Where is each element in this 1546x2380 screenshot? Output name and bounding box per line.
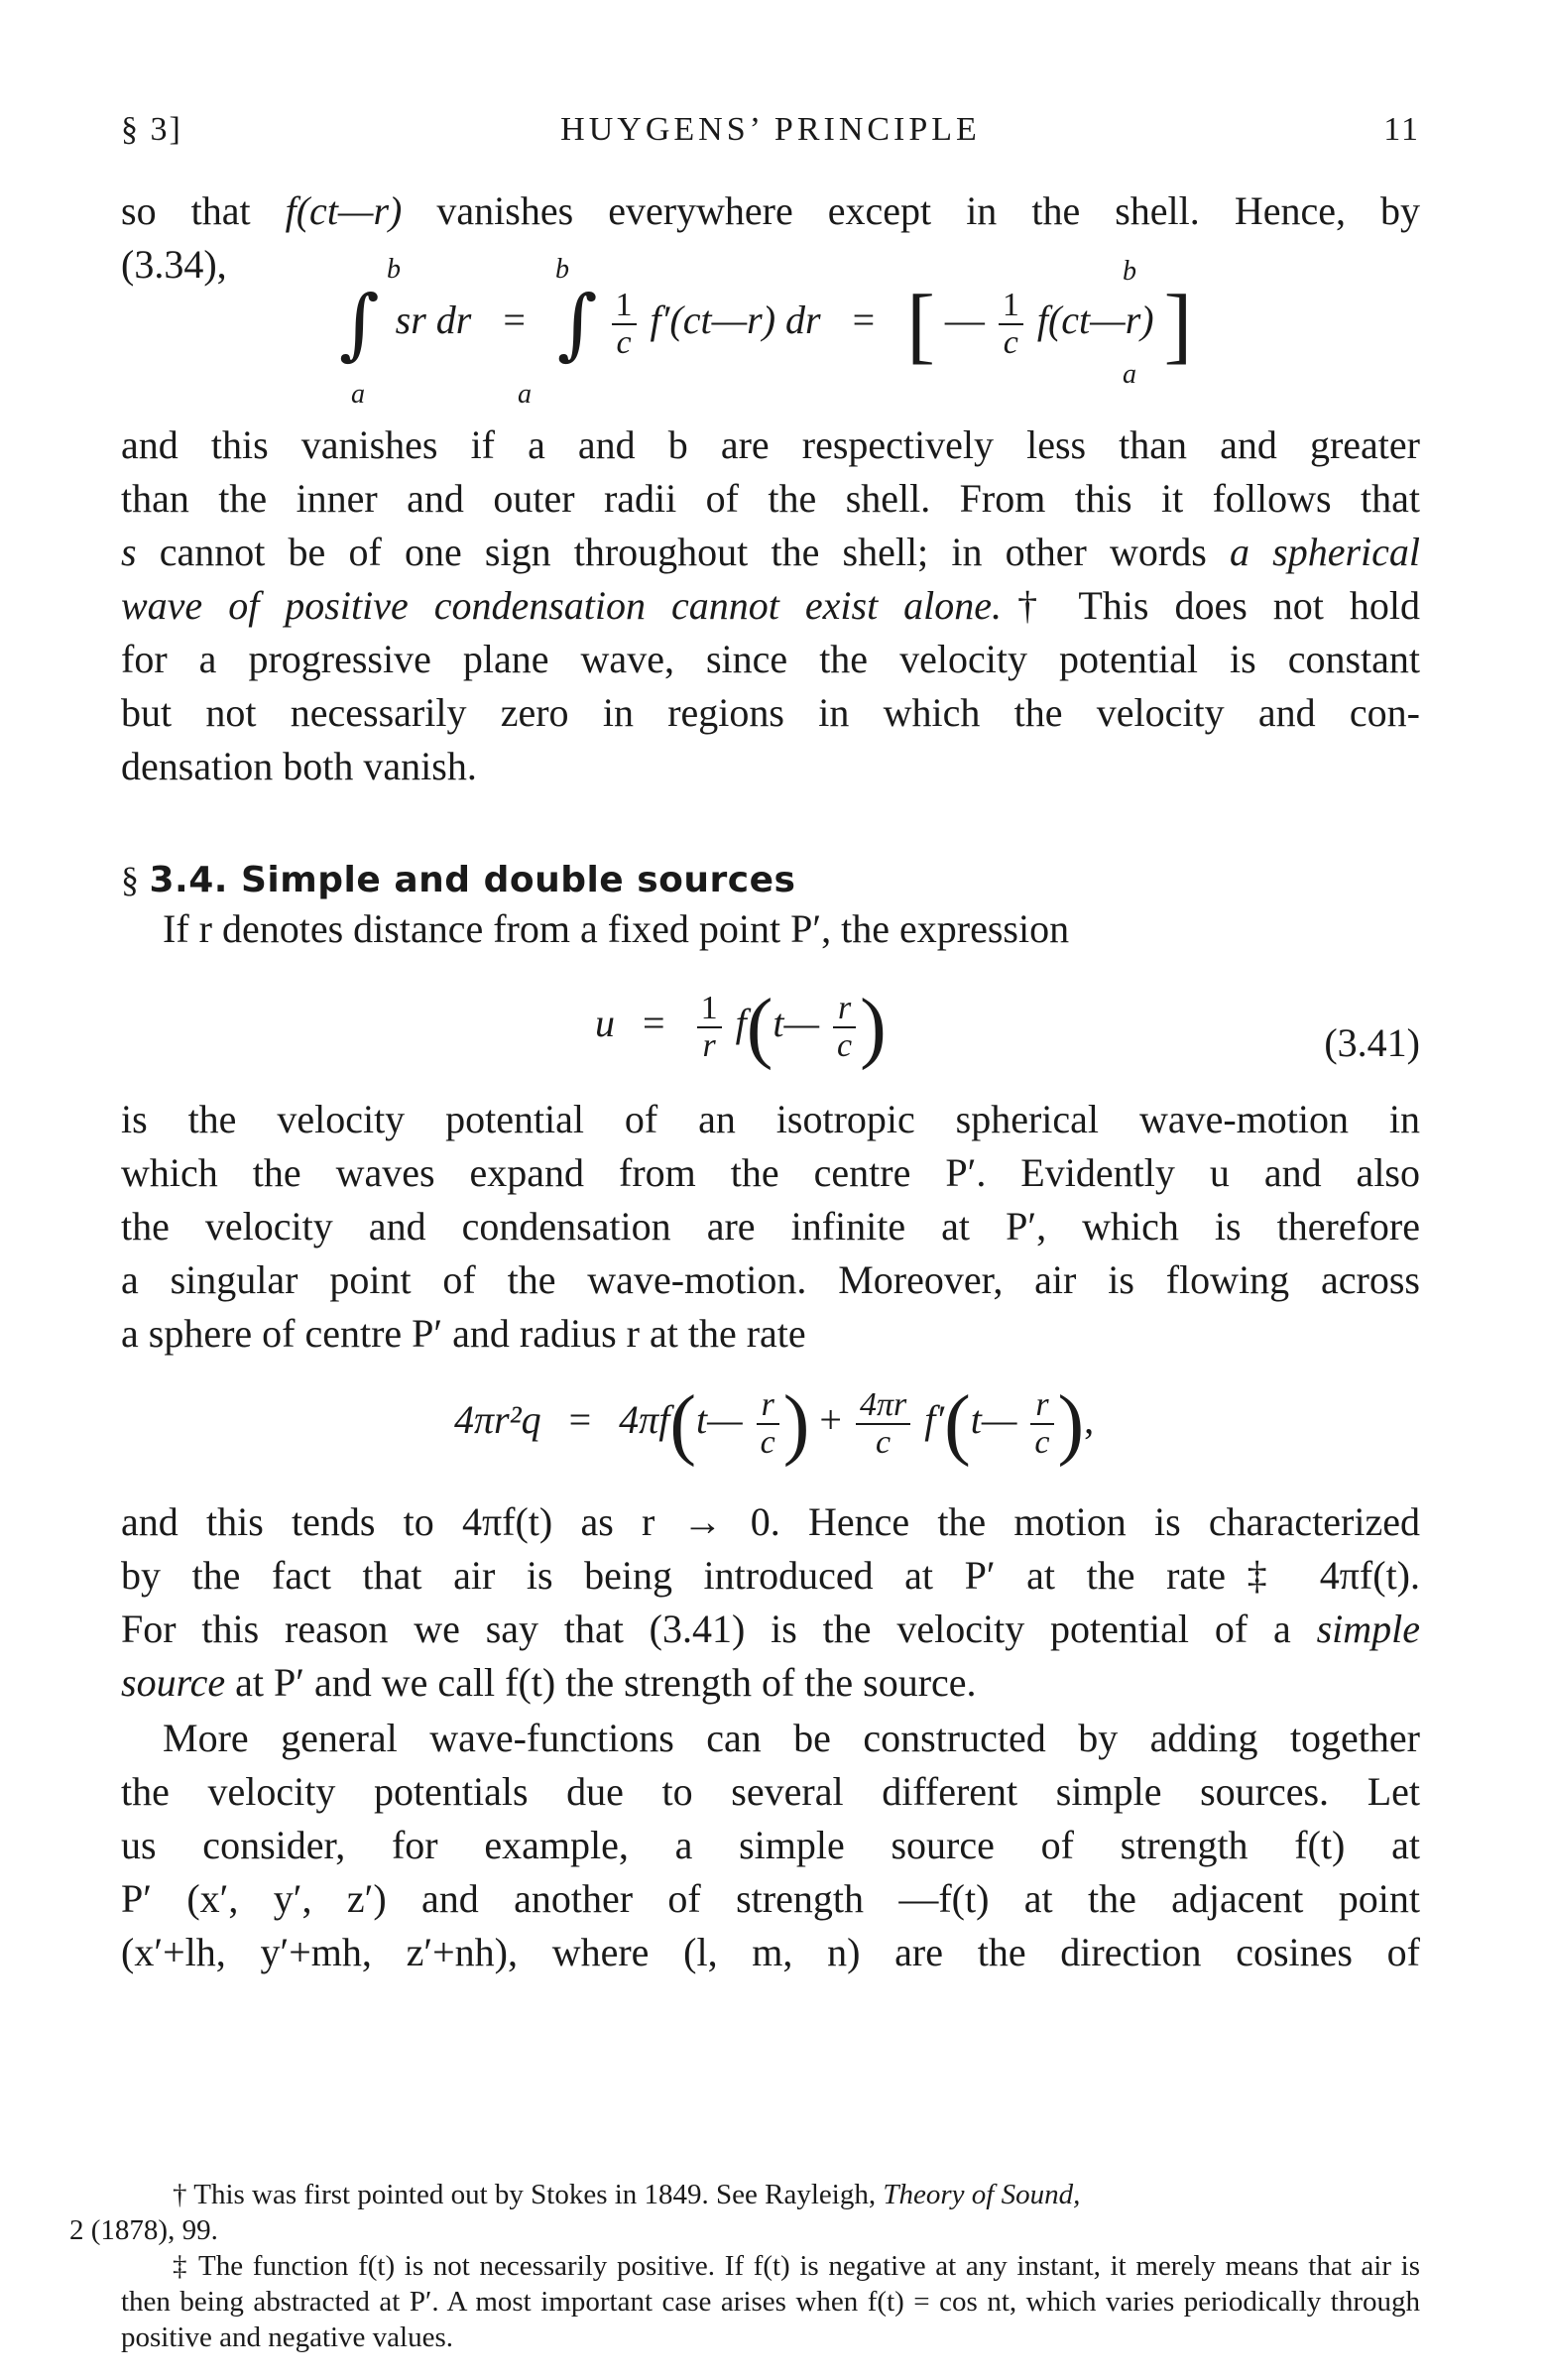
paragraph-4-line-2: which the waves expand from the centre P′. Evidently u and also (121, 1150, 1420, 1195)
paragraph-6-line-2: the velocity potentials due to several different simple sources. Let (121, 1769, 1420, 1814)
footnote-dagger: † This was first pointed out by Stokes in 1849. See Rayleigh, Theory of Sound, 2 (1878), 99. (69, 2179, 1081, 2246)
paragraph-2 (121, 418, 1420, 793)
right-bracket: ] (1163, 277, 1193, 372)
paragraph-5-line-1: and this tends to 4πf(t) as r → 0. Hence the motion is characterized (121, 1499, 1420, 1544)
paragraph-6-line-3: us consider, for example, a simple source of strength f(t) at (121, 1823, 1420, 1867)
integrand-1: sr dr (395, 298, 472, 343)
equation-3-41: u = $\frac{1}{r}$ f(t— $\frac{r}{c}$ ) (3.41) (595, 984, 1420, 1071)
equals-1: = (503, 298, 526, 343)
integral-1-lower: a (351, 379, 365, 410)
rate-equals: = (568, 1397, 592, 1443)
integral-2-upper: b (555, 254, 569, 285)
paragraph-3 (121, 902, 1420, 956)
minus-sign: — (944, 298, 985, 343)
rate-lhs: 4πr²q (454, 1397, 541, 1443)
rate-t-2: t— (970, 1397, 1017, 1443)
paragraph-6 (121, 1712, 1420, 1979)
paragraph-3-line-1: If r denotes distance from a fixed point P′, the expression (163, 906, 1070, 951)
section-number: 3.4. (149, 860, 228, 900)
equals-2: = (852, 298, 876, 343)
bracket-body: f(ct—r) (1036, 298, 1154, 343)
paragraph-4-line-5: a sphere of centre P′ and radius r at the rate (121, 1311, 806, 1356)
paragraph-5-line-4: source at P′ and we call f(t) the strength of the source. (121, 1660, 977, 1705)
section-title: Simple and double sources (241, 860, 796, 900)
section-symbol: § (121, 860, 140, 899)
rate-comma: , (1084, 1397, 1095, 1443)
paragraph-1-line-2: (3.34), (121, 242, 227, 287)
paragraph-1-line-1: so that f(ct—r) vanishes everywhere except in the shell. Hence, by (121, 188, 1421, 233)
paragraph-5-line-3: For this reason we say that (3.41) is the velocity potential of a simple (121, 1606, 1420, 1651)
paragraph-4-line-4: a singular point of the wave-motion. Moreover, air is flowing across (121, 1257, 1420, 1302)
page-number: 11 (1383, 111, 1420, 148)
eq341-equals: = (643, 1001, 665, 1046)
fraction-1-over-c: $\frac{1}{c}$ (612, 288, 637, 361)
paragraph-4-line-1: is the velocity potential of an isotropic spherical wave-motion in (121, 1097, 1420, 1141)
paragraph-4-line-3: the velocity and condensation are infinite at P′, which is therefore (121, 1204, 1420, 1249)
paragraph-2-line-1: and this vanishes if a and b are respectively less than and greater (121, 422, 1420, 467)
paragraph-2-line-3: s cannot be of one sign throughout the shell; in other words a spherical (121, 530, 1420, 574)
left-bracket: [ (906, 277, 935, 372)
paragraph-2-line-6: but not necessarily zero in regions in which the velocity and con- (121, 690, 1420, 735)
integrand-2: f′(ct—r) dr (650, 298, 821, 343)
paragraph-2-line-5: for a progressive plane wave, since the velocity potential is constant (121, 637, 1420, 681)
header-title: HUYGENS’ PRINCIPLE (560, 111, 981, 148)
rate-f-prime: f′ (924, 1397, 945, 1443)
integral-sign-1: ∫ (339, 280, 380, 369)
paragraph-6-line-5: (x′+lh, y′+mh, z′+nh), where (l, m, n) are the direction cosines of (121, 1930, 1420, 1974)
eq341-lhs: u (595, 1001, 615, 1046)
header-section: § 3] (121, 111, 182, 148)
eq341-f: f (735, 1001, 747, 1046)
rate-plus: + (819, 1397, 842, 1443)
paragraph-4 (121, 1093, 1420, 1361)
eq341-fraction-1-over-r: $\frac{1}{r}$ (697, 991, 722, 1064)
bracket-lower: a (1123, 359, 1136, 390)
rate-fraction-r-over-c-1: $\frac{r}{c}$ (757, 1387, 779, 1461)
integral-1-upper: b (387, 254, 401, 285)
integral-sign-2: ∫ (556, 280, 598, 369)
running-header (121, 111, 1420, 151)
equation-flow-rate: 4πr²q = 4πf(t— $\frac{r}{c}$ ) + $\frac{4\pi r}{c}$ f′(t— $\frac{r}{c}$ ), (454, 1380, 1095, 1468)
paragraph-2-line-7: densation both vanish. (121, 744, 477, 788)
paragraph-6-line-1: More general wave-functions can be constructed by adding together (163, 1716, 1420, 1760)
equation-shell-integral (121, 254, 1420, 410)
paragraph-2-line-4: wave of positive condensation cannot exist alone.† This does not hold (121, 583, 1420, 628)
equation-number-3-41: (3.41) (1324, 1020, 1420, 1065)
paragraph-2-line-2: than the inner and outer radii of the shell. From this it follows that (121, 476, 1420, 521)
eq341-t: t— (773, 1001, 820, 1046)
rate-fraction-4pir-over-c: $\frac{4\pi r}{c}$ (856, 1387, 910, 1461)
rate-fraction-r-over-c-2: $\frac{r}{c}$ (1030, 1387, 1053, 1461)
bracket-upper: b (1123, 256, 1136, 287)
eq341-fraction-r-over-c: $\frac{r}{c}$ (833, 991, 856, 1064)
footnote-double-dagger: ‡ The function f(t) is not necessarily positive. If f(t) is negative at any instant, it merely means that air is then being abstracted at P′. A most important case arises when f(t) = cos nt, which varies periodically through positive and negative values. (121, 2250, 1420, 2353)
section-heading (121, 859, 795, 900)
rate-term-1: 4πf (619, 1397, 670, 1443)
paragraph-6-line-4: P′ (x′, y′, z′) and another of strength —f(t) at the adjacent point (121, 1876, 1420, 1921)
rate-t-1: t— (695, 1397, 743, 1443)
paragraph-5-line-2: by the fact that air is being introduced at P′ at the rate‡ 4πf(t). (121, 1553, 1420, 1598)
footnotes (69, 2177, 1420, 2355)
paragraph-5 (121, 1495, 1420, 1710)
fraction-1-over-c-2: $\frac{1}{c}$ (999, 288, 1023, 361)
integral-2-lower: a (518, 379, 532, 410)
